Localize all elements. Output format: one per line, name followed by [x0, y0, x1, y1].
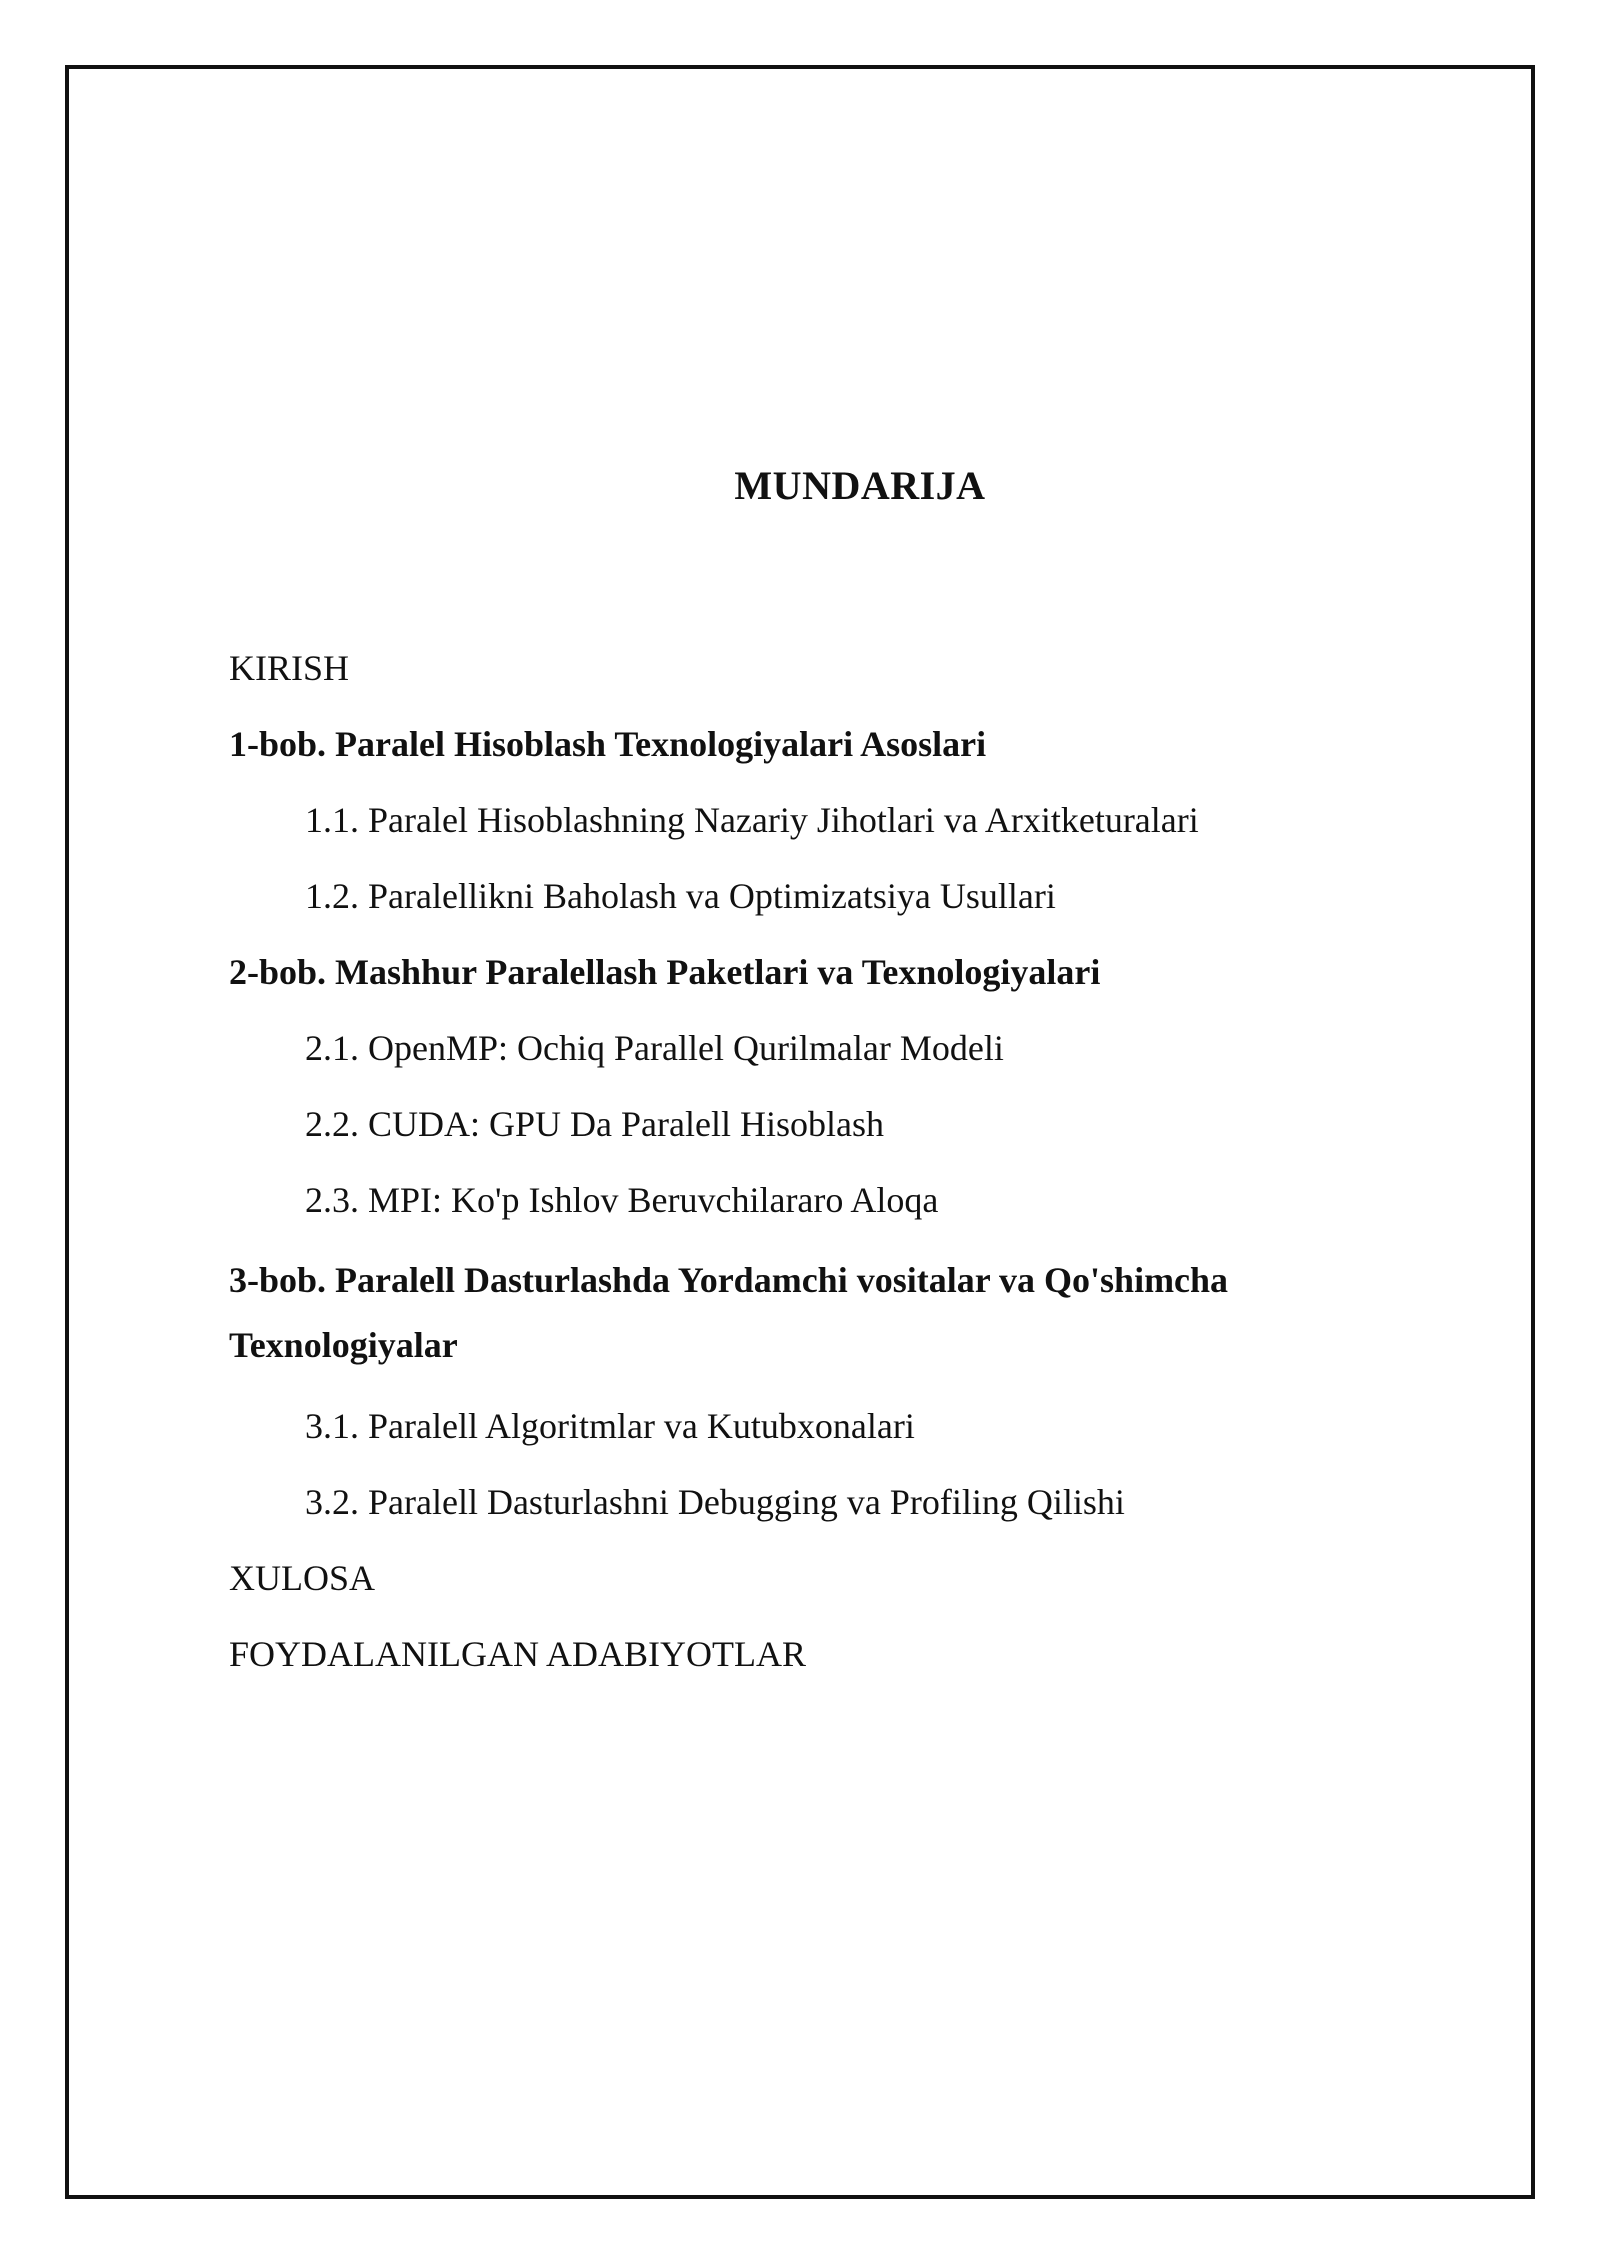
toc-section-2-3: 2.3. MPI: Ko'p Ishlov Beruvchilararo Aloqa [305, 1180, 939, 1220]
toc-section-1-2: 1.2. Paralellikni Baholash va Optimizatsiya Usullari [305, 876, 1056, 916]
toc-chapter-2: 2-bob. Mashhur Paralellash Paketlari va Texnologiyalari [229, 952, 1101, 992]
toc-title: MUNDARIJA [734, 463, 986, 508]
toc-section-1-1: 1.1. Paralel Hisoblashning Nazariy Jihotlari va Arxitketuralari [305, 800, 1199, 840]
table-of-contents [229, 640, 1429, 1702]
toc-entry-conclusion: XULOSA [229, 1558, 376, 1598]
toc-entry-introduction: KIRISH [229, 648, 350, 688]
toc-section-2-1: 2.1. OpenMP: Ochiq Parallel Qurilmalar Modeli [305, 1028, 1004, 1068]
toc-entry-references: FOYDALANILGAN ADABIYOTLAR [229, 1634, 806, 1674]
toc-section-3-1: 3.1. Paralell Algoritmlar va Kutubxonalari [305, 1406, 915, 1446]
toc-chapter-3: 3-bob. Paralell Dasturlashda Yordamchi vositalar va Qo'shimcha Texnologiyalar [229, 1260, 1229, 1365]
toc-section-3-2: 3.2. Paralell Dasturlashni Debugging va Profiling Qilishi [305, 1482, 1125, 1522]
toc-chapter-1: 1-bob. Paralel Hisoblash Texnologiyalari Asoslari [229, 724, 987, 764]
toc-section-2-2: 2.2. CUDA: GPU Da Paralell Hisoblash [305, 1104, 884, 1144]
